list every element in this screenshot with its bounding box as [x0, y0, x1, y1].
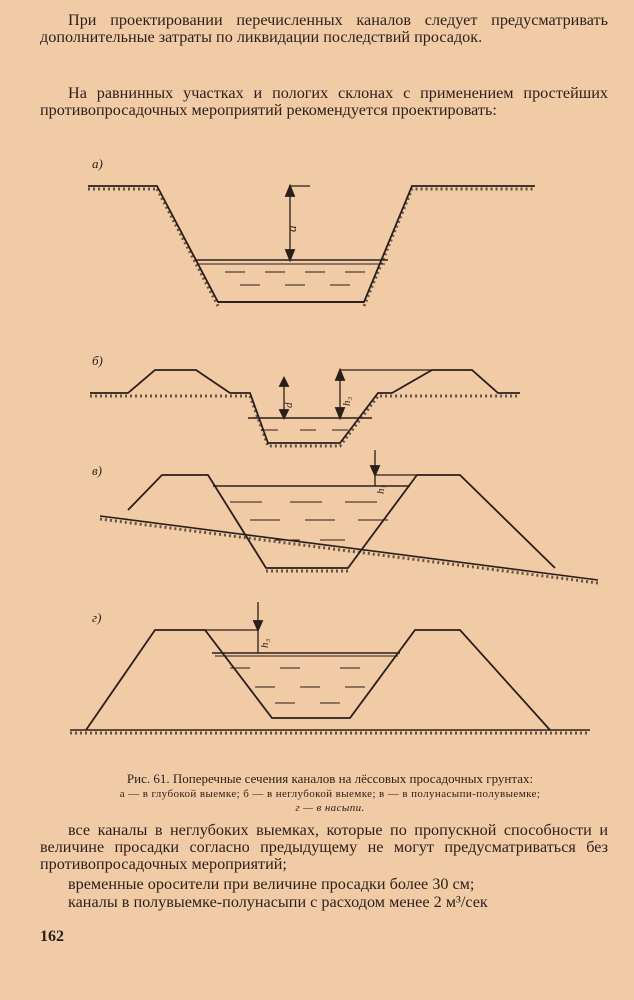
canal-cross-sections-drawing [0, 150, 634, 765]
paragraph-2: На равнинных участках и пологих склонах с применением простейших противопросадочных мероприятий рекомендуется проектировать: [40, 84, 608, 119]
figure-caption [60, 772, 600, 816]
label-a: а) [92, 156, 103, 171]
dim-d: d [283, 402, 295, 408]
figure-61 [0, 150, 634, 765]
caption-line-3: г — в насыпи. [295, 802, 365, 814]
section-a [88, 186, 535, 306]
paragraph-4: временные оросители при величине просадки более 30 см; [68, 875, 475, 893]
dim-h3-b: h₃ [341, 396, 353, 406]
caption-line-1: Рис. 61. Поперечные сечения каналов на лёссовых просадочных грунтах: [126, 771, 534, 786]
label-g: г) [92, 610, 102, 625]
paragraph-3: все каналы в неглубоких выемках, которые по пропускной способности и величине просадки согласно предыдущему не могут предусматриваться без противопросадочных мероприятий; [40, 821, 608, 873]
dim-h3-g: h₃ [259, 638, 271, 648]
caption-line-2: а — в глубокой выемке; б — в неглубокой выемке; в — в полунасыпи-полувыемке; [119, 787, 541, 800]
dim-h3-v: h₃ [375, 484, 387, 494]
section-g [70, 602, 590, 733]
section-b [90, 370, 520, 446]
label-b: б) [92, 353, 103, 368]
dim-a: a [284, 225, 299, 232]
paragraph-1: При проектировании перечисленных каналов следует предусматривать дополнительные затраты по ликвидации последствий просадок. [40, 11, 608, 46]
label-v: в) [92, 463, 102, 478]
section-v [100, 450, 598, 583]
paragraph-5: каналы в полувыемке-полунасыпи с расходом менее 2 м³/сек [68, 893, 488, 911]
page-number: 162 [40, 928, 64, 945]
